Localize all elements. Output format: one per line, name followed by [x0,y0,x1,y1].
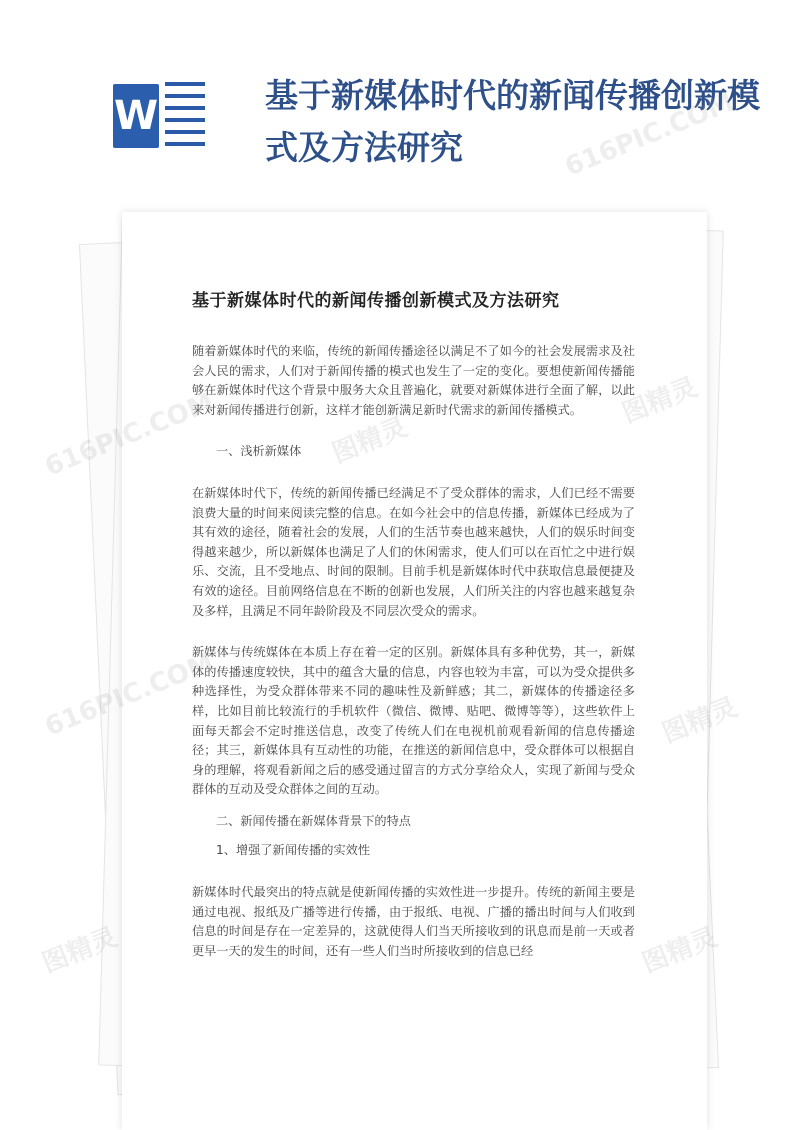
document-lines-icon [151,76,213,156]
word-document-icon [113,76,213,156]
document-page [122,212,707,1130]
section1-paragraph-1: 在新媒体时代下，传统的新闻传播已经满足不了受众群体的需求，人们已经不需要浪费大量的时间来阅读完整的信息。在如今社会中的信息传播，新媒体已经成为了其有效的途径，随着社会的发展，人们的生活节奏也越来越快，人们的娱乐时间变得越来越少，所以新媒体也满足了人们的休闲需求，使人们可以在百忙之中进行娱乐、交流，且不受地点、时间的限制。目前手机是新媒体时代中获取信息最便捷及有效的途径。目前网络信息在不断的创新也发展，人们所关注的内容也越来越复杂及多样，且满足不同年龄阶段及不同层次受众的需求。 [192,485,635,618]
section2-subheading-1: 1、增强了新闻传播的实效性 [216,843,371,858]
section2-heading: 二、新闻传播在新媒体背景下的特点 [216,813,411,828]
document-title: 基于新媒体时代的新闻传播创新模式及方法研究 [192,291,560,311]
section1-paragraph-2: 新媒体与传统媒体在本质上存在着一定的区别。新媒体具有多种优势，其一，新媒体的传播速度较快，其中的蕴含大量的信息，内容也较为丰富，可以为受众提供多种选择性，为受众群体带来不同的趣味性及新鲜感；其二，新媒体的传播途径多样，比如目前比较流行的手机软件（微信、微博、贴吧、微博等等），这些软件上面每天都会不定时推送信息，改变了传统人们在电视机前观看新闻的信息传播途径；其三，新媒体具有互动性的功能，在推送的新闻信息中，受众群体可以根据自身的理解，将观看新闻之后的感受通过留言的方式分享给众人，实现了新闻与受众群体的互动及受众群体之间的互动。 [192,645,635,797]
intro-paragraph: 随着新媒体时代的来临，传统的新闻传播途径以满足不了如今的社会发展需求及社会人民的需求，人们对于新闻传播的模式也发生了一定的变化。要想使新闻传播能够在新媒体时代这个背景中服务大众且普遍化，就要对新媒体进行全面了解，以此来对新闻传播进行创新，这样才能创新满足新时代需求的新闻传播模式。 [192,344,635,417]
header-title: 基于新媒体时代的新闻传播创新模式及方法研究 [265,76,760,167]
watermark-cn: 图精灵 [38,922,122,980]
section2-paragraph-1: 新媒体时代最突出的特点就是使新闻传播的实效性进一步提升。传统的新闻主要是通过电视、报纸及广播等进行传播，由于报纸、电视、广播的播出时间与人们收到信息的时间是存在一定差异的，这就使得人们当天所接收到的讯息而是前一天或者更早一天的发生的时间，还有一些人们当时所接收到的信息已经 [192,885,635,958]
section1-heading: 一、浅析新媒体 [216,444,302,459]
watermark-en: 616PIC.COM [560,87,739,183]
document-body [192,342,635,983]
word-w-badge: W [113,84,159,148]
page-header [0,0,800,210]
